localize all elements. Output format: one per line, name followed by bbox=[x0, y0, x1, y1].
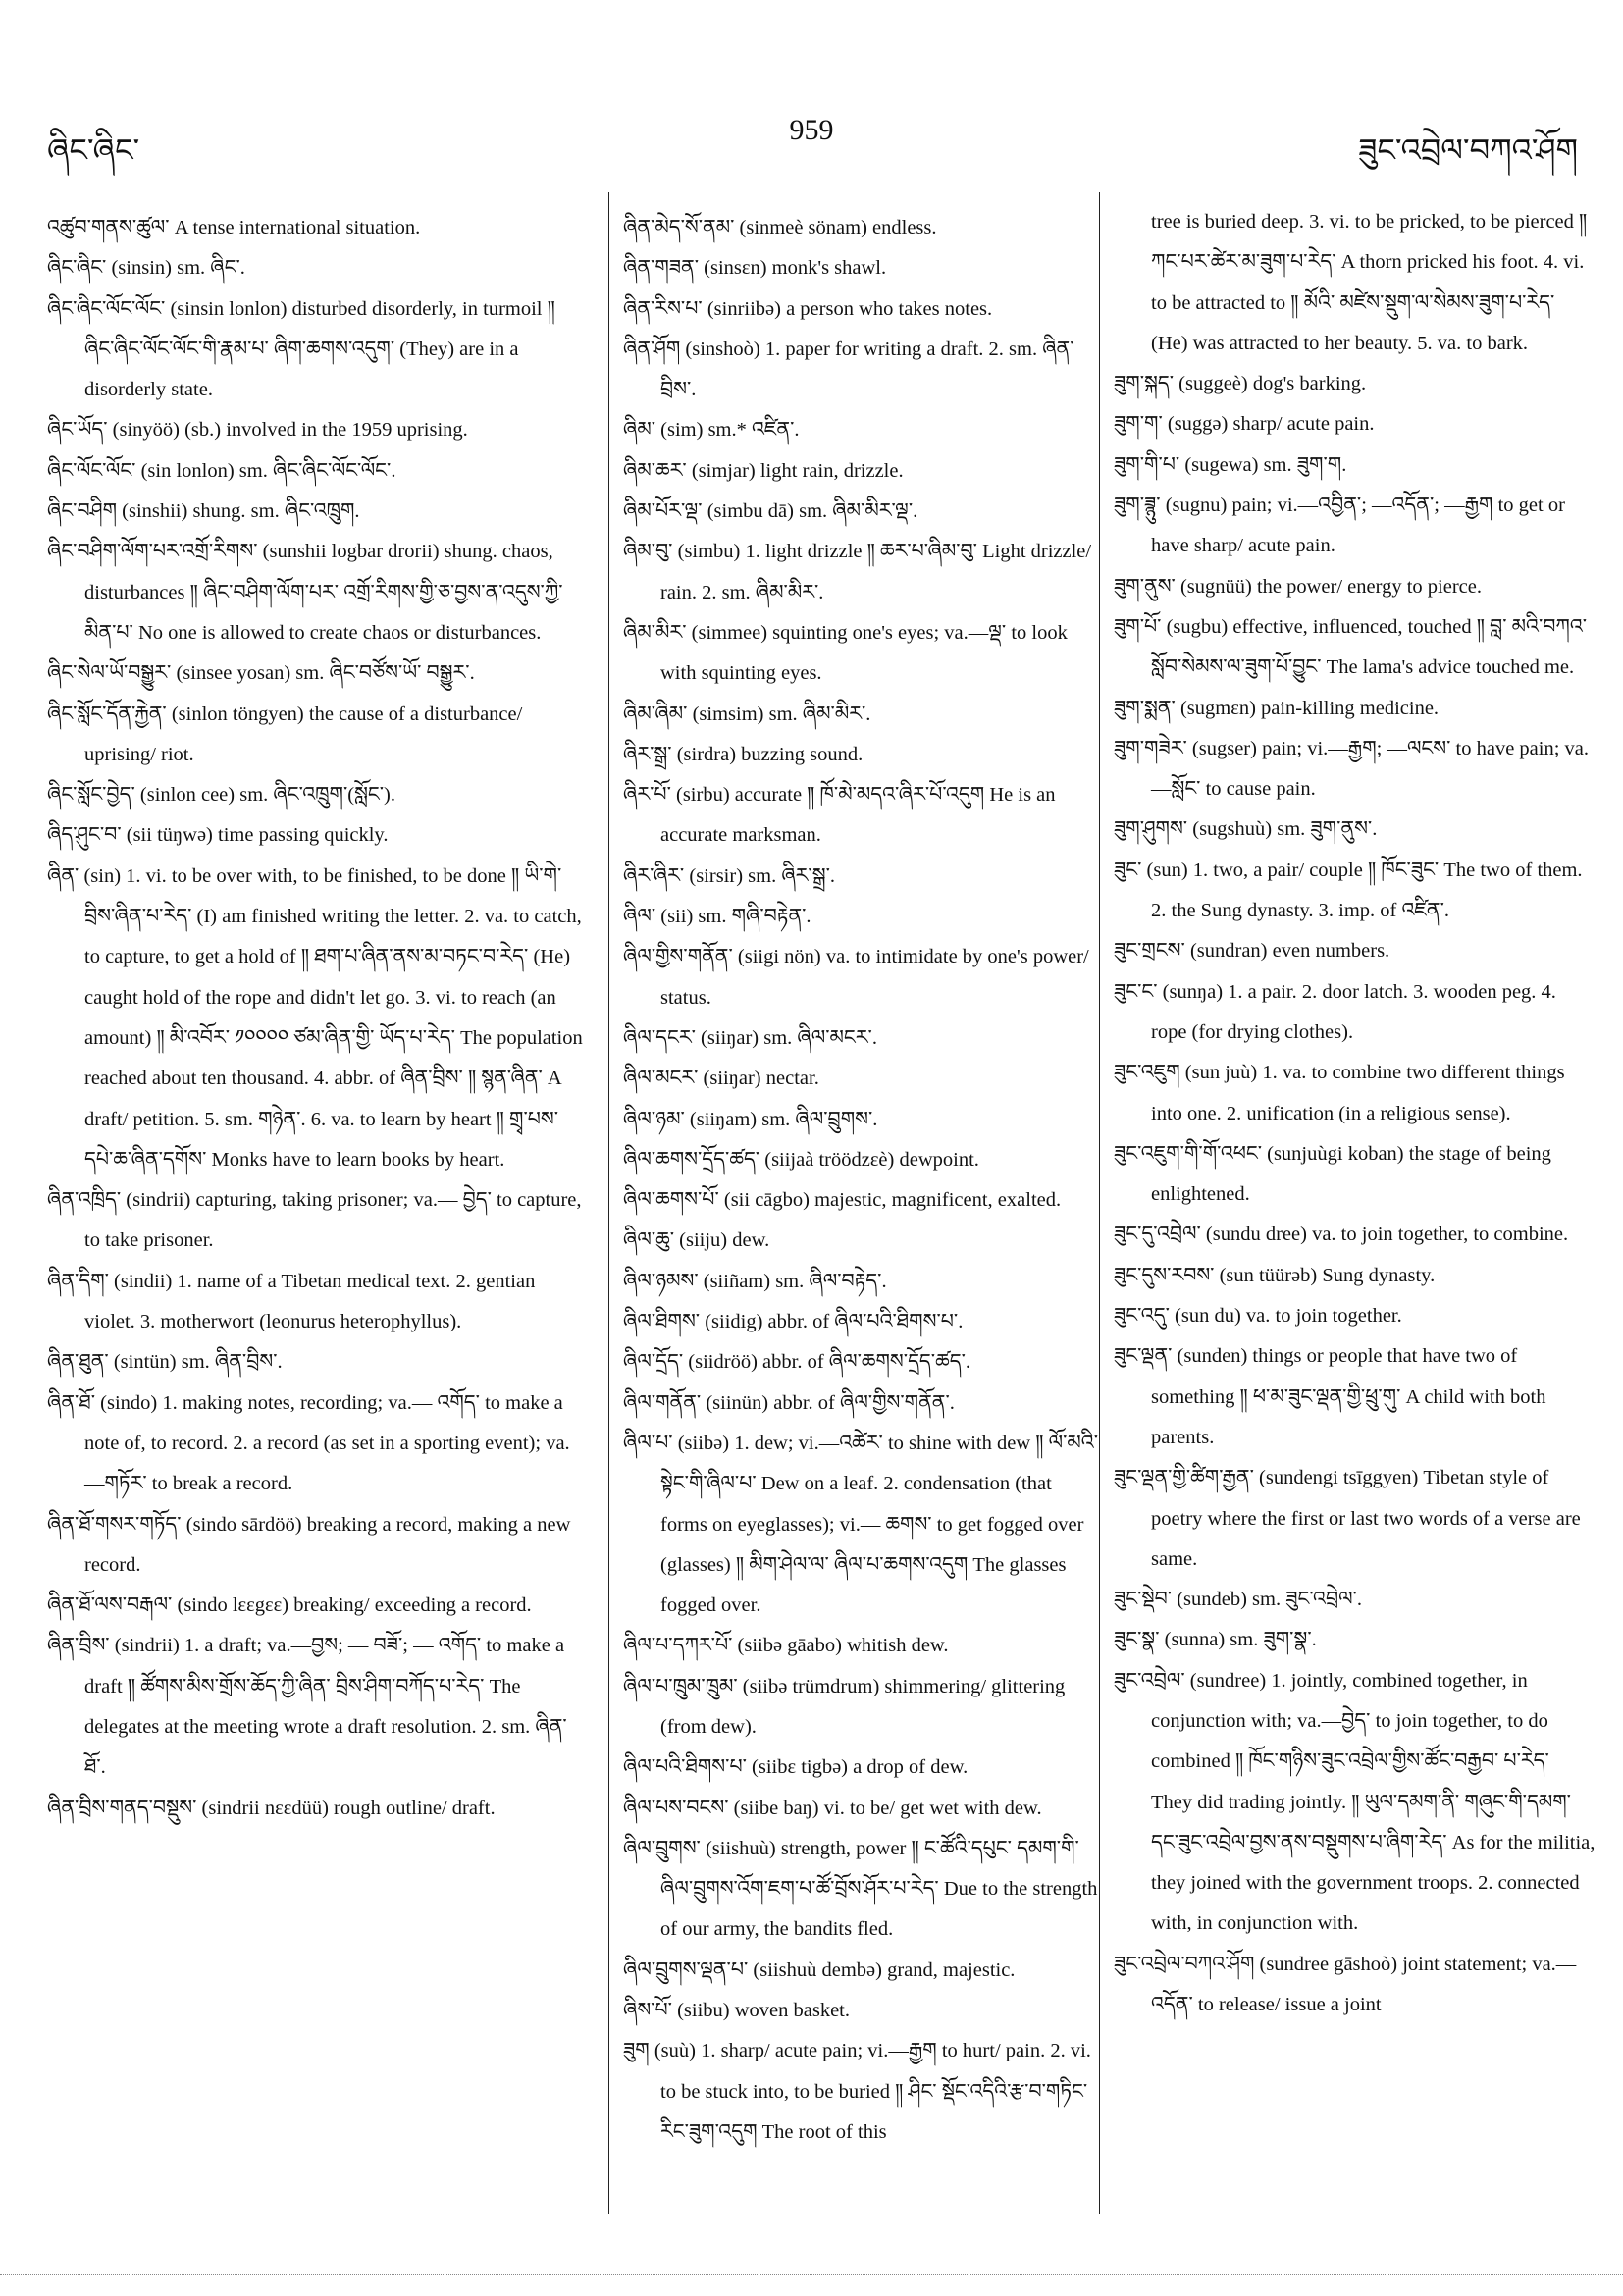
dictionary-entry: ཞིར་པོ་ (sirbu) accurate ༎ ཁོ་མེ་མདའ་ཞིར་པོ་འདུག He is an accurate marksman. bbox=[623, 784, 1056, 847]
dictionary-entry: ཞིལ་བྲུགས་ (siishuù) strength, power ༎ ང་ཚོའི་དཔུང་ དམག་གི་ཞིལ་བྲུགས་འོག་ཇག་པ་ཚོ་བྲོས་ཤོར་པ་རེད་ Due to the strength of our army, the bandits fled. bbox=[623, 1837, 1098, 1941]
dictionary-entry: ཞིན་ཐོ་གསར་གཏོད་ (sindo sārdöö) breaking a record, making a new record. bbox=[47, 1513, 571, 1576]
running-head-right: ཟུང་འབྲེལ་བཀའ་ཤོག bbox=[1358, 132, 1578, 168]
dictionary-entry: ཟུང་དུ་འབྲེལ་ (sundu dree) va. to join together, to combine. bbox=[1114, 1224, 1569, 1246]
dictionary-entry: ཞིལ་ (sii) sm. གཞི་བརྟེན་. bbox=[623, 906, 812, 928]
dictionary-entry: ཟུག་ནུས་ (sugnüü) the power/ energy to pierce. bbox=[1114, 575, 1482, 598]
dictionary-entry: ཞིང་ཡོད་ (sinyöö) (sb.) involved in the 1959 uprising. bbox=[47, 419, 468, 442]
dictionary-entry: ཞིལ་མངར་ (siiŋar) nectar. bbox=[623, 1068, 819, 1090]
dictionary-entry: ཞིལ་ཉམ་ (siiŋam) sm. ཞིལ་བྲུགས་. bbox=[623, 1108, 878, 1130]
dictionary-entry: ཞིལ་དྲོད་ (siidröö) abbr. of ཞིལ་ཆགས་དྲོད་ཚད་. bbox=[623, 1351, 971, 1374]
dictionary-entry: ཞིང་ལོང་ལོང་ (sin lonlon) sm. ཞིང་ཞིང་ལོང་ལོང་. bbox=[47, 459, 396, 482]
dictionary-entry: ཞིན་ཤོག (sinshoò) 1. paper for writing a draft. 2. sm. ཞིན་བྲིས་. bbox=[623, 338, 1074, 401]
dictionary-entry: ཟུག (suù) 1. sharp/ acute pain; vi.—རྒྱག to hurt/ pain. 2. vi. to be stuck into, to be buried ༎ ཤིང་ སྡོང་འདིའི་རྩ་བ་གཏིང་རིང་ཟུག་འདུག The root of this bbox=[623, 2040, 1091, 2143]
column-2 bbox=[608, 192, 1099, 2214]
dictionary-entry: ཞིན་ཐོ་ལས་བརྒལ་ (sindo lεεgεε) breaking/ exceeding a record. bbox=[47, 1594, 532, 1617]
dictionary-entry: ཞིལ་པ་ (siibə) 1. dew; vi.—འཚེར་ to shine with dew ༎ ལོ་མའི་སྟེང་གི་ཞིལ་པ་ Dew on a leaf. 2. condensation (that forms on eyeglasses); vi.— ཆགས་ to get fogged over (glasses) ༎ མིག་ཤེལ་ལ་ ཞིལ་པ་ཆགས་འདུག The glasses fogged over. bbox=[623, 1432, 1099, 1617]
page-number: 959 bbox=[789, 114, 834, 146]
dictionary-entry: ཞིར་ཞིར་ (sirsir) sm. ཞིར་སྒྲ་. bbox=[623, 864, 836, 887]
dictionary-entry: ཞིལ་ཆགས་པོ་ (sii cāgbo) majestic, magnificent, exalted. bbox=[623, 1189, 1062, 1212]
dictionary-entry: ཞིལ་གནོན་ (siinün) abbr. of ཞིལ་གྱིས་གནོན་. bbox=[623, 1391, 955, 1414]
dictionary-entry: ཞིས་པོ་ (siibu) woven basket. bbox=[623, 2000, 850, 2022]
dictionary-entry: ཞིལ་དངར་ (siiŋar) sm. ཞིལ་མངར་. bbox=[623, 1026, 877, 1049]
dictionary-entry: ཞིལ་ཆུ་ (siiju) dew. bbox=[623, 1229, 770, 1252]
dictionary-entry: ཞིང་བཤིག་ལོག་པར་འགྲོ་རིགས་ (sunshii logbar drorii) shung. chaos, disturbances ༎ ཞིང་བཤིག་ལོག་པར་ འགྲོ་རིགས་གྱི་ཅ་བྱས་ན་འདུས་ཀྱི་མིན་པ་ No one is allowed to create chaos or disturbances. bbox=[47, 541, 563, 644]
dictionary-entry: ཟུང་ང་ (sunŋa) 1. a pair. 2. door latch. 3. wooden peg. 4. rope (for drying clothes). bbox=[1114, 980, 1556, 1043]
dictionary-entry: ཟུང་སྣ་ (sunna) sm. ཟུག་སྣ་. bbox=[1114, 1629, 1317, 1651]
dictionary-entry: ཞིལ་ཐིགས་ (siidig) abbr. of ཞིལ་པའི་ཐིགས་པ་. bbox=[623, 1311, 964, 1333]
dictionary-entry: ཟུང་འབྲེལ་ (sundree) 1. jointly, combined together, in conjunction with; va.—བྱེད་ to join together, to do combined ༎ ཁོང་གཉིས་ཟུང་འབྲེལ་གྱིས་ཚོང་བརྒྱབ་ པ་རེད་ They did trading jointly. ༎ ཡུལ་དམག་ནི་ གཞུང་གི་དམག་དང་ཟུང་འབྲེལ་བྱས་ནས་བསྡུགས་པ་ཞིག་རེད་ As for the militia, they joined with the government troops. 2. connected with, in conjunction with. bbox=[1114, 1669, 1596, 1935]
dictionary-entry: ཞིམ་པོར་ལྡ་ (simbu dā) sm. ཞིམ་མིར་ལྡ་. bbox=[623, 500, 918, 523]
dictionary-entry: ཞིང་སློང་བྱེད་ (sinlon cee) sm. ཞིང་འཁྲུག་(སློང་). bbox=[47, 784, 396, 807]
dictionary-entry: ཟུག་ཤུགས་ (sugshuù) sm. ཟུག་ནུས་. bbox=[1114, 818, 1378, 841]
dictionary-entry: ཟུག་ག་ (suggə) sharp/ acute pain. bbox=[1114, 413, 1375, 436]
dictionary-entry: ཞིམ་ཞིམ་ (simsim) sm. ཞིམ་མིར་. bbox=[623, 703, 871, 725]
dictionary-entry: ཟུག་སྨན་ (sugmεn) pain-killing medicine. bbox=[1114, 697, 1440, 719]
dictionary-entry: ཞིང་བཤིག (sinshii) shung. sm. ཞིང་འཁྲུག. bbox=[47, 500, 360, 523]
dictionary-entry: ཞིན་བྲིས་ (sindrii) 1. a draft; va.—བྱས; — བཟོ་; — འགོད་ to make a draft ༎ ཚོགས་མིས་གྲོས་ཆོད་ཀྱི་ཞིན་ བྲིས་ཤིག་བཀོད་པ་རེད་ The delegates at the meeting wrote a draft resolution. 2. sm. ཞིན་ཐོ་. bbox=[47, 1635, 567, 1779]
dictionary-entry: ཞིན་འཁྲིད་ (sindrii) capturing, taking prisoner; va.— བྱེད་ to capture, to take prisoner. bbox=[47, 1189, 582, 1252]
dictionary-entry: ཞིང་སེལ་ཡོ་བསྒྱུར་ (sinsee yosan) sm. ཞིང་བཙོས་ཡོ་ བསྒྱུར་. bbox=[47, 662, 475, 685]
dictionary-entry: འཚུབ་གནས་ཚུལ་ A tense international situation. bbox=[47, 217, 421, 238]
dictionary-entry: ཟུག་གི་པ་ (sugewa) sm. ཟུག་ག. bbox=[1114, 453, 1347, 476]
dictionary-entry: ཞིམ་བུ་ (simbu) 1. light drizzle ༎ ཆར་པ་ཞིམ་བུ་ Light drizzle/ rain. 2. sm. ཞིམ་མིར་. bbox=[623, 541, 1092, 603]
dictionary-entry: ཞིལ་པས་བངས་ (siibe baŋ) vi. to be/ get wet with dew. bbox=[623, 1797, 1042, 1819]
dictionary-entry: ཞིར་སྒྲ་ (sirdra) buzzing sound. bbox=[623, 743, 864, 765]
dictionary-entry: ཞིན་ཐུན་ (sintün) sm. ཞིན་བྲིས་. bbox=[47, 1351, 283, 1374]
dictionary-entry: ཞིན་མེད་སོ་ནམ་ (sinmeè sönam) endless. bbox=[623, 217, 937, 238]
dictionary-entry: ཞིལ་པའི་ཐིགས་པ་ (siibε tigbə) a drop of dew. bbox=[623, 1756, 969, 1779]
dictionary-entry: ཟུང་ (sun) 1. two, a pair/ couple ༎ ཁོང་ཟུང་ The two of them. 2. the Sung dynasty. 3. imp. of འཛིན་. bbox=[1114, 859, 1583, 922]
dictionary-entry: ཟུང་ལྡན་ (sunden) things or people that have two of something ༎ ཕ་མ་ཟུང་ལྡན་གྱི་ཕྲུ་གུ་ A child with both parents. bbox=[1114, 1345, 1546, 1448]
dictionary-entry: ཟུང་ལྡན་གྱི་ཚིག་རྒྱན་ (sundengi tsīggyen) Tibetan style of poetry where the first or last two words of a verse are same. bbox=[1114, 1467, 1581, 1570]
dictionary-entry: ཟུག་སྐད་ (suggeè) dog's barking. bbox=[1114, 373, 1367, 395]
column-3 bbox=[1099, 192, 1596, 2214]
dictionary-entry: ཞིལ་བྲུགས་ལྡན་པ་ (siishuù dembə) grand, majestic. bbox=[623, 1958, 1016, 1981]
dictionary-entry: ཞིང་ཞིང་ (sinsin) sm. ཞིང་. bbox=[47, 257, 245, 280]
dictionary-entry: ཟུང་འཇུག (sun juù) 1. va. to combine two different things into one. 2. unification (in a religious sense). bbox=[1114, 1062, 1565, 1124]
bottom-rule bbox=[0, 2274, 1623, 2275]
dictionary-entry: ཞིང་སློང་དོན་རྐྱེན་ (sinlon töngyen) the cause of a disturbance/ uprising/ riot. bbox=[47, 703, 523, 765]
dictionary-entry: ཟུག་གཟེར་ (sugser) pain; vi.—རྒྱག; —ལངས་ to have pain; va.—སློང་ to cause pain. bbox=[1114, 737, 1590, 801]
dictionary-entry: ཟུང་འདུ་ (sun du) va. to join together. bbox=[1114, 1305, 1402, 1328]
running-head-left: ཞིང་ཞིང་ bbox=[47, 132, 140, 168]
dictionary-entry: ཞིམ་ཆར་ (simjar) light rain, drizzle. bbox=[623, 459, 904, 482]
dictionary-entry: ཟུང་འབྲེལ་བཀའ་ཤོག (sundree gāshoò) joint statement; va.—འདོན་ to release/ issue a joint bbox=[1114, 1953, 1577, 2016]
dictionary-entry: ཞིལ་གྱིས་གནོན་ (siigi nön) va. to intimidate by one's power/ status. bbox=[623, 946, 1089, 1009]
column-1 bbox=[47, 208, 587, 1829]
dictionary-entry: tree is buried deep. 3. vi. to be pricked, to be pierced ༎ ཀང་པར་ཚེར་མ་ཟུག་པ་རེད་ A thorn pricked his foot. 4. vi. to be attracted to ༎ མོའི་ མཛེས་སྡུག་ལ་སེམས་ཟུག་པ་རེད་ (He) was attracted to her beauty. 5. va. to bark. bbox=[1151, 211, 1588, 354]
dictionary-entry: ཞིད་ཤུང་བ་ (sii tüŋwə) time passing quickly. bbox=[47, 824, 389, 847]
dictionary-entry: ཞིལ་པ་དཀར་པོ་ (siibə gāabo) whitish dew. bbox=[623, 1635, 949, 1657]
dictionary-entry: ཞིན་དིག་ (sindii) 1. name of a Tibetan medical text. 2. gentian violet. 3. motherwort (leonurus heterophyllus). bbox=[47, 1270, 536, 1333]
dictionary-entry: ཟུང་དུས་རབས་ (sun tüürəb) Sung dynasty. bbox=[1114, 1264, 1436, 1286]
dictionary-entry: ཟུང་འཇུག་གི་གོ་འཕང་ (sunjuùgi koban) the stage of being enlightened. bbox=[1114, 1142, 1551, 1206]
dictionary-entry: ཞིང་ཞིང་ལོང་ལོང་ (sinsin lonlon) disturbed disorderly, in turmoil ༎ ཞིང་ཞིང་ལོང་ལོང་གི་རྣམ་པ་ ཞིག་ཆགས་འདུག་ (They) are in a disorderly state. bbox=[47, 297, 555, 401]
dictionary-entry: ཞིམ་ (sim) sm.* འཛིན་. bbox=[623, 419, 800, 442]
dictionary-entry: ཟུག་པོ་ (sugbu) effective, influenced, touched ༎ བླ་ མའི་བཀའ་སློབ་སེམས་ལ་ཟུག་པོ་བྱུང་ The lama's advice touched me. bbox=[1114, 615, 1588, 679]
dictionary-entry: ཞིལ་ཉམས་ (siiñam) sm. ཞིལ་བརྟེད་. bbox=[623, 1270, 887, 1292]
dictionary-entry: ཟུང་གྲངས་ (sundran) even numbers. bbox=[1114, 940, 1390, 963]
dictionary-entry: ཞིན་ (sin) 1. vi. to be over with, to be finished, to be done ༎ ཡི་གེ་བྲིས་ཞིན་པ་རེད་ (I) am finished writing the letter. 2. va. to catch, to capture, to get a hold of ༎ ཐག་པ་ཞིན་ནས་མ་བཏང་བ་རེད་ (He) caught hold of the rope and didn't let go. 3. vi. to reach (an amount) ༎ མི་འབོར་ ༡༠༠༠༠ ཙམ་ཞིན་གྱི་ ཡོད་པ་རེད་ The population reached about ten thousand. 4. abbr. of ཞིན་བྲིས་ ༎ སྙན་ཞིན་ A draft/ petition. 5. sm. གཉེན་. 6. va. to learn by heart ༎ གྲྭ་པས་དཔེ་ཆ་ཞིན་དགོས་ Monks have to learn books by heart. bbox=[47, 864, 583, 1171]
dictionary-entry: ཞིན་རིས་པ་ (sinriibə) a person who takes notes. bbox=[623, 297, 993, 320]
dictionary-entry: ཟུག་ཟྙུ་ (sugnu) pain; vi.—འབྱིན་; —འདོན་; —རྒྱག to get or have sharp/ acute pain. bbox=[1114, 495, 1565, 557]
dictionary-entry: ཟུང་སྡེབ་ (sundeb) sm. ཟུང་འབྲེལ་. bbox=[1114, 1589, 1362, 1611]
dictionary-entry: ཞིན་བྲིས་གནད་བསྡུས་ (sindrii nεεdüü) rough outline/ draft. bbox=[47, 1797, 496, 1819]
dictionary-entry: ཞིལ་པ་ཁྲུམ་ཁྲུམ་ (siibə trümdrum) shimmering/ glittering (from dew). bbox=[623, 1675, 1066, 1738]
dictionary-entry: ཞིན་གཟན་ (sinsεn) monk's shawl. bbox=[623, 257, 887, 280]
dictionary-entry: ཞིམ་མིར་ (simmee) squinting one's eyes; va.—ལྡ་ to look with squinting eyes. bbox=[623, 621, 1068, 685]
dictionary-entry: ཞིན་ཐོ་ (sindo) 1. making notes, recording; va.— འགོད་ to make a note of, to record. 2. a record (as set in a sporting event); va.—གཏོར་ to break a record. bbox=[47, 1391, 570, 1495]
dictionary-entry: ཞིལ་ཆགས་དྲོད་ཚད་ (siijaà tröödzεè) dewpoint. bbox=[623, 1148, 979, 1171]
